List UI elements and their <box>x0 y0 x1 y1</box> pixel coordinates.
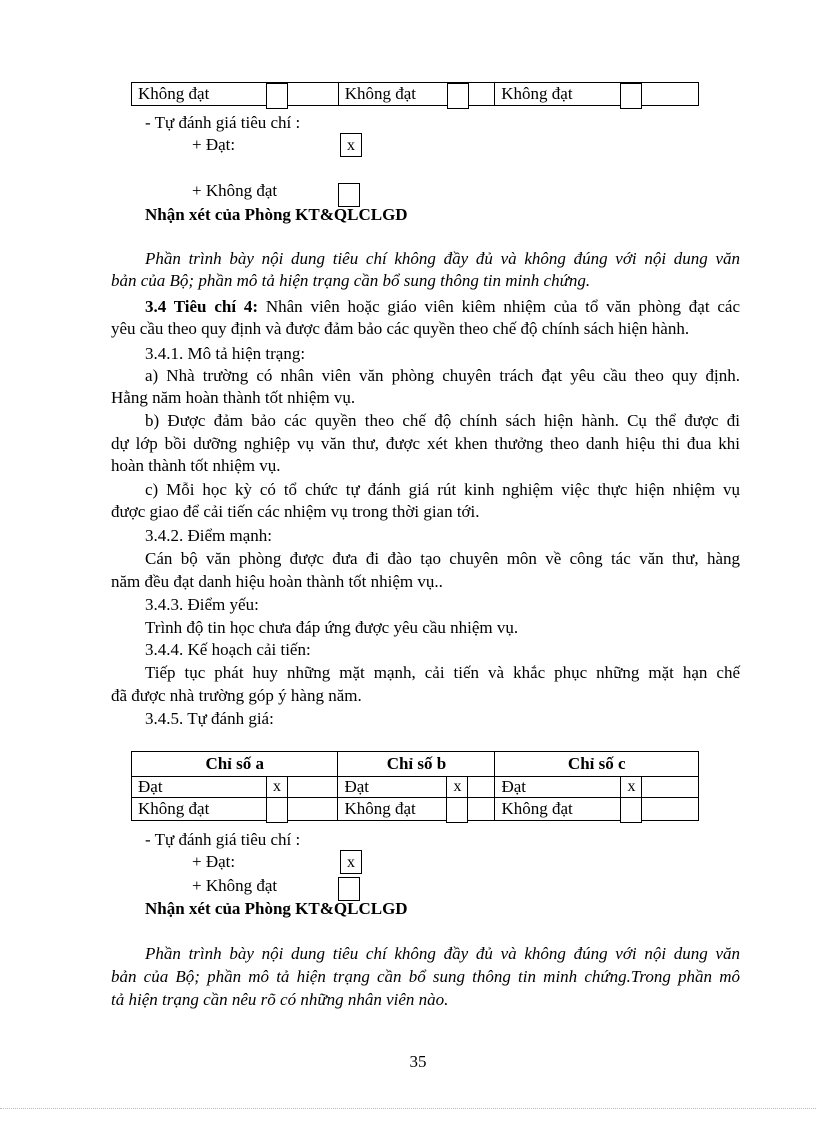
table-cell <box>132 83 339 106</box>
paragraph-line: hoàn thành tốt nhiệm vụ. <box>111 456 281 475</box>
paragraph-line: dự lớp bồi dưỡng nghiệp vụ văn thư, được xét khen thưởng theo danh hiệu thi đua khi <box>111 434 740 453</box>
self-eval-heading: - Tự đánh giá tiêu chí : <box>145 830 301 849</box>
checkbox <box>446 797 468 823</box>
section-heading: 3.4.5. Tự đánh giá: <box>145 709 274 728</box>
section-heading: 3.4.1. Mô tả hiện trạng: <box>145 344 306 363</box>
paragraph-line: a) Nhà trường có nhân viên văn phòng chuyên trách đạt yêu cầu theo quy định. <box>145 366 740 385</box>
table-row <box>132 83 699 106</box>
paragraph-line: b) Được đảm bảo các quyền theo chế độ chính sách hiện hành. Cụ thể được đi <box>145 411 740 430</box>
paragraph-line: được giao để cải tiến các nhiệm vụ trong thời gian tới. <box>111 502 480 521</box>
cell-label: Không đạt <box>501 799 573 818</box>
top-eval-table <box>131 82 699 106</box>
table-cell <box>338 798 495 821</box>
checkbox <box>620 797 642 823</box>
checkbox: x <box>620 776 642 798</box>
section-heading: 3.4.2. Điểm mạnh: <box>145 526 273 545</box>
cell-label: Không đạt <box>138 799 210 818</box>
self-eval-heading: - Tự đánh giá tiêu chí : <box>145 113 301 132</box>
cell-label: Đạt <box>501 777 527 796</box>
section-heading: 3.4.3. Điểm yếu: <box>145 595 259 614</box>
dat-checkbox: x <box>340 850 362 874</box>
table-cell <box>338 777 495 798</box>
paragraph-line: Cán bộ văn phòng được đưa đi đào tạo chuyên môn về công tác văn thư, hàng <box>145 549 740 568</box>
checkbox <box>266 83 288 109</box>
dat-label: + Đạt: <box>192 852 236 871</box>
criterion-title <box>145 296 740 318</box>
cell-label: Không đạt <box>138 84 210 103</box>
comment-heading: Nhận xét của Phòng KT&QLCLGD <box>145 205 408 224</box>
table-header-row <box>132 752 699 777</box>
checkbox <box>620 83 642 109</box>
table-cell <box>495 83 699 106</box>
table-cell <box>495 777 699 798</box>
cell-label: Không đạt <box>344 84 417 103</box>
table-cell <box>338 83 495 106</box>
criterion-title-rest: Nhân viên hoặc giáo viên kiêm nhiệm của tổ văn phòng đạt các <box>265 297 740 316</box>
checkbox: x <box>266 776 288 798</box>
dat-checkbox: x <box>340 133 362 157</box>
comment-line: tả hiện trạng cần nêu rõ có những nhân viên nào. <box>111 990 449 1009</box>
khong-dat-label: + Không đạt <box>192 181 278 200</box>
table-cell <box>132 777 338 798</box>
table-cell <box>495 798 699 821</box>
comment-line: Phần trình bày nội dung tiêu chí không đầy đủ và không đúng với nội dung văn <box>145 249 740 268</box>
paragraph-line: Tiếp tục phát huy những mặt mạnh, cải tiến và khắc phục những mặt hạn chế <box>145 663 740 682</box>
criterion-title-bold: 3.4 Tiêu chí 4: <box>145 297 259 316</box>
table-row <box>132 777 699 798</box>
paragraph-line: c) Mỗi học kỳ có tổ chức tự đánh giá rút kinh nghiệm việc thực hiện nhiệm vụ <box>145 480 740 499</box>
table-cell <box>132 798 338 821</box>
khong-dat-label: + Không đạt <box>192 876 278 895</box>
cell-label: Đạt <box>138 777 163 796</box>
table-row <box>132 798 699 821</box>
criterion-title-line2: yêu cầu theo quy định và được đảm bảo các quyền theo chế độ chính sách hiện hành. <box>111 319 690 338</box>
cell-label: Không đạt <box>344 799 416 818</box>
eval-table <box>131 751 699 821</box>
paragraph-line: đã được nhà trường góp ý hàng năm. <box>111 686 362 705</box>
section-heading: 3.4.4. Kế hoạch cải tiến: <box>145 640 311 659</box>
dat-label: + Đạt: <box>192 135 236 154</box>
page-edge <box>0 1108 816 1109</box>
comment-line: bản của Bộ; phần mô tả hiện trạng cần bổ sung thông tin minh chứng.Trong phần mô <box>111 967 740 986</box>
checkbox <box>447 83 469 109</box>
comment-line: bản của Bộ; phần mô tả hiện trạng cần bổ sung thông tin minh chứng. <box>111 271 591 290</box>
paragraph-line: Trình độ tin học chưa đáp ứng được yêu cầu nhiệm vụ. <box>145 618 519 637</box>
comment-heading: Nhận xét của Phòng KT&QLCLGD <box>145 899 408 918</box>
cell-label: Không đạt <box>501 84 573 103</box>
checkbox: x <box>446 776 468 798</box>
table-header: Chỉ số c <box>495 752 699 777</box>
table-header: Chỉ số a <box>132 752 338 777</box>
page-number: 35 <box>409 1052 427 1071</box>
cell-label: Đạt <box>344 777 370 796</box>
comment-line: Phần trình bày nội dung tiêu chí không đầy đủ và không đúng với nội dung văn <box>145 944 740 963</box>
table-header: Chỉ số b <box>338 752 495 777</box>
checkbox <box>266 797 288 823</box>
paragraph-line: năm đều đạt danh hiệu hoàn thành tốt nhiệm vụ.. <box>111 572 443 591</box>
paragraph-line: Hằng năm hoàn thành tốt nhiệm vụ. <box>111 388 356 407</box>
